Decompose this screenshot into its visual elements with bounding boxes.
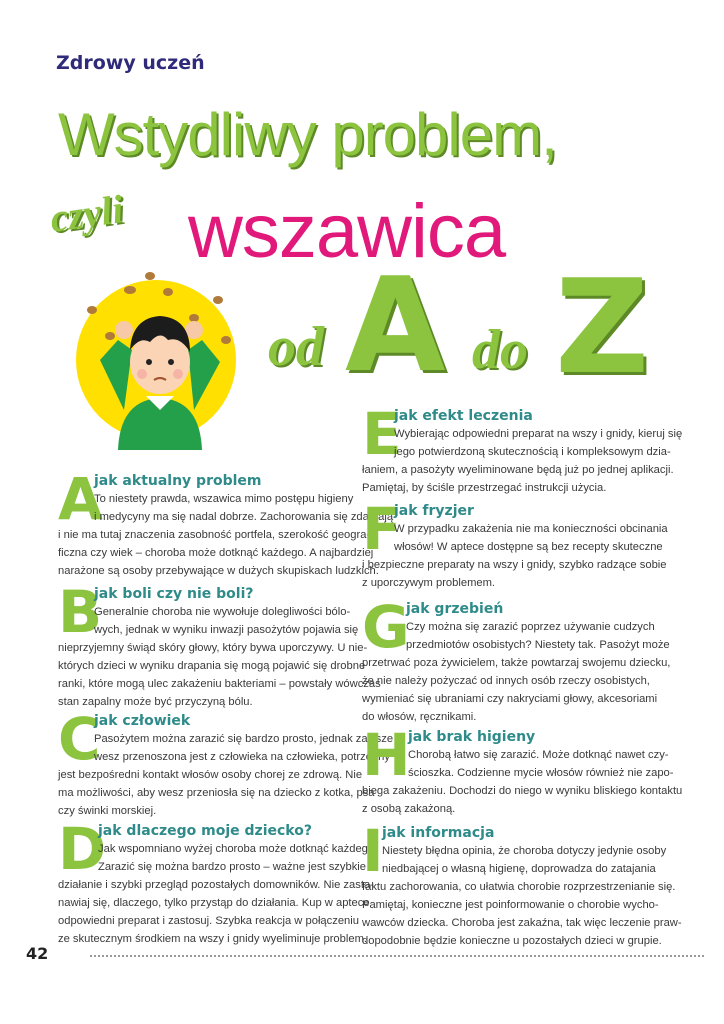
title-line-1: Wstydliwy problem, — [58, 101, 557, 168]
section-i-line: dopodobnie będzie konieczne u pozostałych dzieci w grupie. — [362, 935, 662, 947]
section-e-line: Wybierając odpowiedni preparat na wszy i gnidy, kieruj się — [394, 428, 683, 440]
section-a-line: ficzna czy wiek – choroba może dotknąć każdego. A najbardziej — [58, 547, 374, 559]
section-a-line: i medycyny ma się nadal dobrze. Zachorowania się zdarzają — [94, 511, 394, 523]
section-c-line: jest bezpośredni kontakt włosów osoby chorej ze zdrową. Nie — [58, 769, 363, 781]
section-b-line: wych, jednak w wyniku inwazji pasożytów pojawia się — [94, 624, 359, 636]
section-c-heading: jak człowiek — [94, 713, 191, 729]
section-g-line: przedmiotów osobistych? Niestety tak. Pasożyt może — [406, 639, 670, 651]
section-d — [58, 815, 378, 945]
section-d-heading: jak dlaczego moje dziecko? — [98, 823, 312, 839]
section-b-line: których dzieci w wyniku drapania się mogą pojawić się drobne — [58, 660, 366, 672]
section-i-letter: I — [362, 817, 384, 885]
section-c-line: wesz przenoszona jest z człowieka na człowieka, potrzebny — [94, 751, 390, 763]
title-letter-z: Z — [555, 251, 650, 403]
section-c-line: ma możliwości, aby wesz przeniosła się na dziecko z kotka, psa — [58, 787, 375, 799]
section-g-line: do włosów, ręcznikami. — [362, 711, 477, 723]
section-c-letter: C — [58, 705, 101, 773]
section-f-line: z uporczywym problemem. — [362, 577, 496, 589]
section-i-line: Pamiętaj, konieczne jest poinformowanie o chorobie wycho- — [362, 899, 659, 911]
section-h — [362, 721, 683, 816]
section-a-line: i nie ma tutaj znaczenia zasobność portfela, szerokość geogra- — [58, 529, 371, 541]
title-do: do — [472, 319, 528, 381]
section-c-line: czy świnki morskiej. — [58, 805, 157, 817]
section-f — [362, 495, 668, 590]
section-e — [362, 400, 683, 495]
section-a-line: narażone są osoby przebywające w dużych skupiskach ludzkich. — [58, 565, 379, 577]
title-letter-a: A — [345, 249, 446, 401]
section-c — [58, 705, 394, 820]
section-g-line: że nie należy pożyczać od innych osób rzeczy osobistych, — [362, 675, 650, 687]
page-number: 42 — [26, 944, 49, 963]
section-a — [58, 465, 394, 580]
section-i-heading: jak informacja — [382, 825, 495, 841]
section-g-letter: G — [362, 593, 410, 661]
section-d-line: odpowiedni preparat i zastosuj. Szybka reakcja w połączeniu — [58, 915, 359, 927]
section-d-line: Zarazić się można bardzo prosto – ważne jest szybkie — [98, 861, 366, 873]
section-d-line: Jak wspomniano wyżej choroba może dotknąć każdego. — [98, 843, 378, 855]
section-h-line: ścioszka. Codzienne mycie włosów również nie zapo- — [408, 767, 674, 779]
section-d-line: ze skutecznym środkiem na wszy i gnidy wyeliminuje problem. — [58, 933, 368, 945]
section-e-letter: E — [362, 400, 402, 468]
section-b-line: Generalnie choroba nie wywołuje dolegliwości bólo- — [94, 606, 351, 618]
section-a-heading: jak aktualny problem — [94, 473, 262, 489]
section-b-letter: B — [58, 578, 103, 646]
section-i-line: niedbającej o własną higienę, doprowadza do zatajania — [382, 863, 656, 875]
section-e-line: jego potwierdzoną skutecznością i kompleksowym dzia- — [394, 446, 671, 458]
footer-dotted-rule — [90, 955, 704, 957]
section-b-heading: jak boli czy nie boli? — [94, 586, 254, 602]
title-czyli: czyli — [47, 186, 127, 241]
section-label: Zdrowy uczeń — [56, 52, 205, 74]
section-f-heading: jak fryzjer — [394, 503, 474, 519]
section-i-line: faktu zachorowania, co ułatwia chorobie rozprzestrzenianie się. — [362, 881, 676, 893]
section-i-line: Niestety błędna opinia, że choroba dotyczy jedynie osoby — [382, 845, 667, 857]
section-e-heading: jak efekt leczenia — [394, 408, 533, 424]
section-h-heading: jak brak higieny — [408, 729, 536, 745]
section-g-line: przetrwać poza żywicielem, także powtarzaj swojemu dziecku, — [362, 657, 671, 669]
section-f-line: włosów! W aptece dostępne są bez recepty skuteczne — [394, 541, 663, 553]
section-e-line: łaniem, a pasożyty wyeliminowane będą już po jednej aplikacji. — [362, 464, 674, 476]
section-f-line: i bezpieczne preparaty na wszy i gnidy, szybko radzące sobie — [362, 559, 667, 571]
section-a-letter: A — [58, 465, 103, 533]
section-g-heading: jak grzebień — [406, 601, 504, 617]
section-h-line: z osobą zakażoną. — [362, 803, 456, 815]
title-od: od — [268, 316, 324, 378]
section-a-line: To niestety prawda, wszawica mimo postępu higieny — [94, 493, 354, 505]
section-h-line: biega zakażeniu. Dochodzi do niego w wyniku bliskiego kontaktu — [362, 785, 683, 797]
section-h-letter: H — [362, 721, 411, 789]
section-g — [362, 593, 671, 723]
section-b-line: nieprzyjemny świąd skóry głowy, który bywa uporczywy. U nie- — [58, 642, 368, 654]
section-h-line: Chorobą łatwo się zarazić. Może dotknąć nawet czy- — [408, 749, 669, 761]
section-i-line: wawców dziecka. Choroba jest zakaźna, tak więc leczenie praw- — [362, 917, 682, 929]
section-g-line: wymieniać się ubraniami czy nakryciami głowy, akcesoriami — [362, 693, 658, 705]
section-e-line: Pamiętaj, by ściśle przestrzegać instrukcji użycia. — [362, 482, 607, 494]
section-d-letter: D — [58, 815, 107, 883]
section-c-line: Pasożytem można zarazić się bardzo prosto, jednak zawsze — [94, 733, 394, 745]
section-f-letter: F — [362, 495, 402, 563]
section-f-line: W przypadku zakażenia nie ma konieczności obcinania — [394, 523, 668, 535]
section-b — [58, 578, 381, 708]
section-d-line: nawiaj się, dlaczego, tylko przystąp do działania. Kup w aptece — [58, 897, 370, 909]
title-line-2: wszawica — [188, 189, 506, 274]
section-d-line: działanie i szybki przegląd pozostałych domowników. Nie zasta- — [58, 879, 374, 891]
section-b-line: ranki, które mogą ulec zakażeniu bakteriami – powstały wówczas — [58, 678, 381, 690]
girl-with-lice-illustration — [70, 270, 250, 450]
section-g-line: Czy można się zarazić poprzez używanie cudzych — [406, 621, 655, 633]
section-i — [362, 817, 682, 947]
section-b-line: stan zapalny może być przyczyną bólu. — [58, 696, 253, 708]
